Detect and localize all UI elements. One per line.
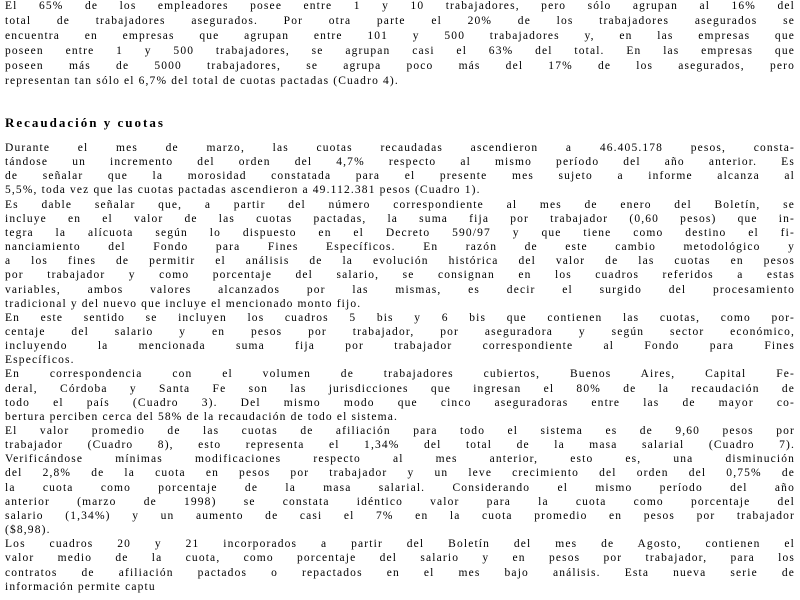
text-line: ($8,98). [5, 524, 51, 537]
text-line: incluye en el valor de las cuotas pactadas, la suma fija por trabajador (0,60 pesos) que in- [5, 212, 795, 225]
text-line: salario (1,34%) y un aumento de casi el 7% en la cuota promedio en pesos por trabajador [5, 509, 795, 522]
text-line: centaje del salario y en pesos por trabajador, por aseguradora y según sector económico, [5, 325, 795, 338]
text-line: deral, Córdoba y Santa Fe son las jurisdicciones que ingresan el 80% de la recaudación de [5, 382, 795, 395]
text-line: encuentra en empresas que agrupan entre 101 y 500 trabajadores y, en las empresas que [5, 30, 795, 42]
text-line: poseen más de 5000 trabajadores, se agrupa poco más del 17% de los asegurados, pero [5, 60, 795, 72]
text-line: trabajador (Cuadro 8), esto representa el 1,34% del total de la masa salarial (Cuadro 7). [5, 439, 795, 452]
text-line: bertura perciben cerca del 58% de la recaudación de todo el sistema. [5, 410, 399, 423]
text-line: tándose un incremento del orden del 4,7% respecto al mismo período del año anterior. Es [5, 156, 795, 169]
text-line: Específicos. [5, 354, 75, 367]
text-line: 5,5%, toda vez que las cuotas pactadas ascendieron a 49.112.381 pesos (Cuadro 1). [5, 184, 481, 197]
text-line: tradicional y del nuevo que incluye el mencionado monto fijo. [5, 297, 362, 310]
text-line: de señalar que la morosidad constatada para el presente mes sujeto a informe alcanza al [5, 170, 795, 183]
text-line: todo el país (Cuadro 3). Del mismo modo que cinco aseguradoras entre las de mayor co- [5, 396, 795, 409]
text-line: Durante el mes de marzo, las cuotas recaudadas ascendieron a 46.405.178 pesos, consta- [5, 142, 795, 154]
text-line: a los fines de permitir el análisis de la evolución histórica del valor de las cuotas en pesos [5, 255, 795, 268]
text-line: variables, ambos valores alcanzados por las mismas, es decir el surgido del procesamiento [5, 283, 795, 296]
text-line: valor medio de la cuota, como porcentaje del salario y en pesos por trabajador, para los [5, 552, 795, 565]
text-line: Los cuadros 20 y 21 incorporados a partir del Boletín del mes de Agosto, contienen el [5, 538, 795, 551]
section-heading: Recaudación y cuotas [5, 115, 165, 130]
text-line: por trabajador y como porcentaje del salario, se consignan en los cuadros referidos a estas [5, 269, 795, 282]
text-line: Verificándose mínimas modificaciones respecto al mes anterior, esto es, una disminución [5, 453, 795, 466]
text-line: incluyendo la mencionada suma fija por trabajador correspondiente al Fondo para Fines [5, 340, 795, 353]
text-line: En correspondencia con el volumen de trabajadores cubiertos, Buenos Aires, Capital Fe- [5, 368, 795, 381]
text-line: información permite captu [5, 580, 156, 593]
text-line: anterior (marzo de 1998) se constata idéntico valor para la cuota como porcentaje del [5, 495, 795, 508]
text-line: Es dable señalar que, a partir del número correspondiente al mes de enero del Boletín, se [5, 198, 795, 211]
text-line: contratos de afiliación pactados o repactados en el mes bajo análisis. Esta nueva serie de [5, 566, 795, 579]
text-line: del 2,8% de la cuota en pesos por trabajador y un leve crecimiento del orden del 0,75% de [5, 467, 795, 480]
text-line: representan tan sólo el 6,7% del total de cuotas pactadas (Cuadro 4). [5, 75, 399, 87]
text-line: la cuota como porcentaje de la masa salarial. Considerando el mismo período del año [5, 481, 795, 494]
text-line: poseen entre 1 y 500 trabajadores, se agrupan casi el 63% del total. En las empresas que [5, 45, 795, 57]
text-line: tegra la alícuota según lo dispuesto en el Decreto 590/97 y que tiene como destino el fi- [5, 226, 795, 239]
text-line: nanciamiento del Fondo para Fines Específicos. En razón de este cambio metodológico y [5, 241, 795, 254]
text-line: El valor promedio de las cuotas de afiliación para todo el sistema es de 9,60 pesos por [5, 425, 795, 437]
text-line: En este sentido se incluyen los cuadros 5 bis y 6 bis que contienen las cuotas, como por- [5, 311, 795, 324]
text-line: total de trabajadores asegurados. Por otra parte el 20% de los trabajadores asegurados se [5, 15, 795, 27]
text-line: El 65% de los empleadores posee entre 1 y 10 trabajadores, pero sólo agrupan al 16% del [5, 0, 795, 12]
